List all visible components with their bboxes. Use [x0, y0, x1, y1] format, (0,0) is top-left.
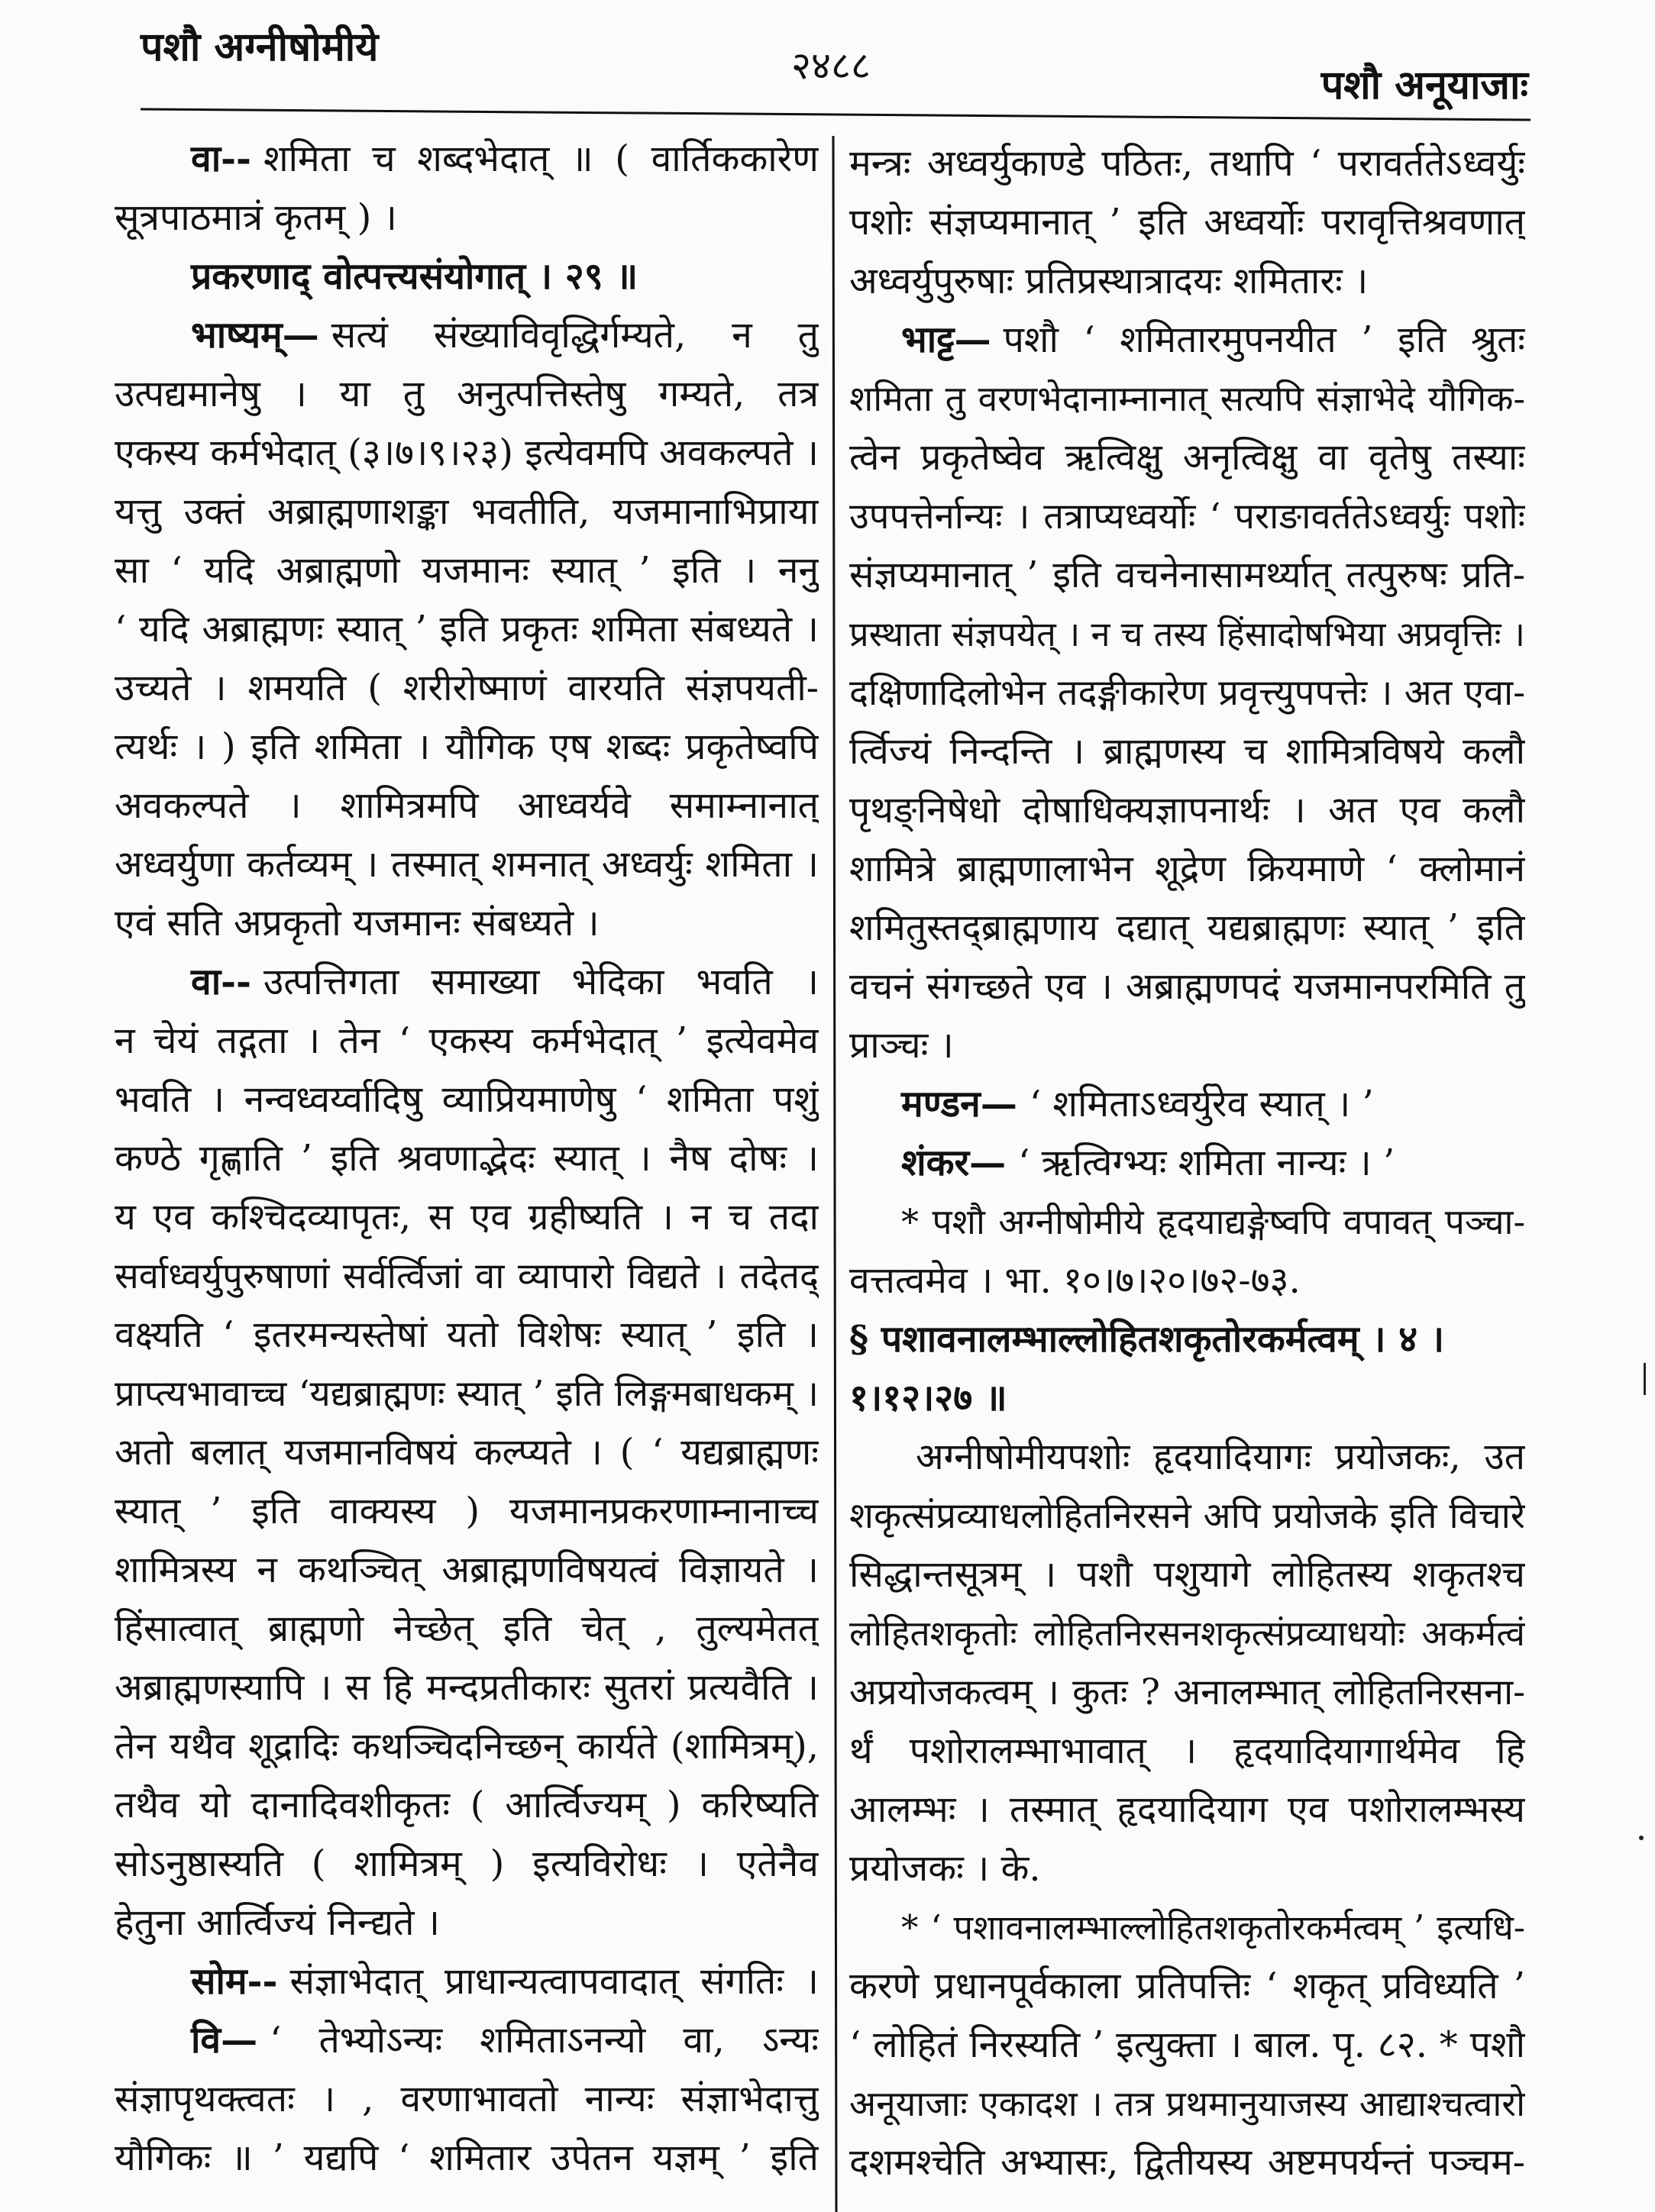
line-text: संज्ञाभेदात् प्राधान्यत्वापवादात् संगतिः । [289, 1960, 819, 2003]
left-column-line [115, 953, 819, 1012]
left-column-line: स्यात् ’ इति वाक्यस्य ) यजमानप्रकरणाम्नानाच्च [115, 1490, 819, 1532]
footnote-line: वत्तत्वमेव । भा. १०।७।२०।७२-७३. [849, 1259, 1301, 1302]
commentator-label: सोम-- [191, 1960, 278, 2003]
left-column-line: सा ‘ यदि अब्राह्मणो यजमानः स्यात् ’ इति । ननु [115, 549, 819, 592]
header-rule [141, 109, 1531, 120]
left-column-line: अध्वर्युणा कर्तव्यम् । तस्मात् शमनात् अध्वर्युः शमिता । [115, 843, 819, 886]
right-column-line: वचनं संगच्छते एव । अब्राह्मणपदं यजमानपरमिति तु [849, 965, 1525, 1008]
line-text: ‘ शमिताऽध्वर्युरेव स्यात् । ’ [1029, 1083, 1374, 1125]
left-column-line: एकस्य कर्मभेदात् (३।७।९।२३) इत्येवमपि अवकल्पते । [115, 431, 819, 474]
left-column-line: कण्ठे गृह्णाति ’ इति श्रवणाद्भेदः स्यात् । नैष दोषः । [115, 1137, 819, 1180]
left-column-line: भवति । नन्वध्वर्य्वादिषु व्याप्रियमाणेषु ‘ शमिता पशुं [115, 1078, 819, 1121]
running-head-right: पशौ अनूयाजाः [1320, 62, 1528, 108]
left-column-line: हिंसात्वात् ब्राह्मणो नेच्छेत् इति चेत् , तुल्यमेतत् [115, 1607, 819, 1650]
footnote-line: करणे प्रधानपूर्वकाला प्रतिपत्तिः ‘ शकृत् प्रविध्यति ’ [849, 1965, 1525, 2007]
right-column-line: प्रस्थाता संज्ञपयेत् । न च तस्य हिंसादोषभिया अप्रवृत्तिः । [849, 614, 1525, 654]
commentator-label: वि— [191, 2019, 258, 2062]
left-column-line: सोऽनुष्ठास्यति ( शामित्रम् ) इत्यविरोधः । एतेनैव [115, 1842, 819, 1885]
left-column-line [115, 306, 819, 365]
right-column-line: पृथङ्निषेधो दोषाधिक्यज्ञापनार्थः । अत एव कलौ [849, 789, 1525, 832]
left-column-line: सूत्रपाठमात्रं कृतम् ) । [115, 196, 397, 239]
right-column-line: मन्त्रः अध्वर्युकाण्डे पठितः, तथापि ‘ परावर्ततेऽध्वर्युः [849, 142, 1525, 185]
left-column-line [115, 1952, 819, 2011]
footnote-line: अनूयाजाः एकादश । तत्र प्रथमानुयाजस्य आद्याश्चत्वारो [849, 2083, 1525, 2124]
right-column-line: अग्नीषोमीयपशोः हृदयादियागः प्रयोजकः, उत [916, 1435, 1525, 1478]
right-column-line [849, 1075, 1525, 1134]
adhikarana-heading: § पशावनालम्भाल्लोहितशकृतोरकर्मत्वम् । ४ । [849, 1318, 1445, 1361]
left-column-line: वक्ष्यति ‘ इतरमन्यस्तेषां यतो विशेषः स्यात् ’ इति । [115, 1313, 819, 1356]
left-column-line: अब्राह्मणस्यापि । स हि मन्दप्रतीकारः सुतरां प्रत्यवैति । [115, 1666, 819, 1709]
line-text: शमिता च शब्दभेदात् ॥ ( वार्तिककारेण [263, 137, 819, 180]
left-column-line: तथैव यो दानादिवशीकृतः ( आर्त्विज्यम् ) करिष्यति [115, 1784, 819, 1826]
left-column-line: तेन यथैव शूद्रादिः कथञ्चिदनिच्छन् कार्यते (शामित्रम्), [115, 1725, 819, 1768]
footnote-line: * ‘ पशावनालम्भाल्लोहितशकृतोरकर्मत्वम् ’ इत्यधि- [901, 1907, 1525, 1948]
left-column-line: प्राप्त्यभावाच्च ‘यद्यब्राह्मणः स्यात् ’ इति लिङ्गमबाधकम् । [115, 1373, 819, 1415]
column-divider [833, 136, 836, 2212]
right-column-line: र्थं पशोरालम्भाभावात् । हृदयादियागार्थमेव हि [849, 1729, 1525, 1772]
right-column-line: शमिता तु वरणभेदानाम्नानात् सत्यपि संज्ञाभेदे यौगिक- [849, 378, 1525, 419]
commentator-label: मण्डन— [901, 1083, 1017, 1125]
right-column-line: शकृत्संप्रव्याधलोहितनिरसने अपि प्रयोजके इति विचारे [849, 1495, 1525, 1537]
commentator-label: भाष्यम्— [191, 314, 319, 357]
left-column [115, 130, 819, 2188]
right-column-line: अप्रयोजकत्वम् । कुतः ? अनालम्भात् लोहितनिरसना- [849, 1671, 1525, 1713]
footnote-line: दशमश्चेति अभ्यासः, द्वितीयस्य अष्टमपर्यन्तं पञ्चम- [849, 2141, 1525, 2184]
right-column-line [849, 311, 1525, 370]
commentator-label: शंकर— [901, 1142, 1007, 1184]
right-column-line: शामित्रे ब्राह्मणालाभेन शूद्रेण क्रियमाणे ‘ क्लोमानं [849, 848, 1525, 890]
page-number: २४८८ [791, 44, 871, 88]
left-column-line [115, 130, 819, 189]
adhikarana-reference: १।१२।२७ ॥ [849, 1377, 1007, 1419]
left-column-line: अतो बलात् यजमानविषयं कल्प्यते । ( ‘ यद्यब्राह्मणः [115, 1431, 819, 1474]
line-text: उत्पत्तिगता समाख्या भेदिका भवति । [263, 961, 819, 1003]
commentator-label: वा-- [191, 961, 251, 1003]
sutra-heading: प्रकरणाद् वोत्पत्त्यसंयोगात् । २९ ॥ [191, 255, 638, 298]
commentator-label: भाट्ट— [901, 318, 991, 361]
right-column-line: प्रयोजकः । के. [849, 1847, 1041, 1890]
right-column-line: त्वेन प्रकृतेष्वेव ऋत्विक्षु अनृत्विक्षु वा वृतेषु तस्याः [849, 436, 1525, 479]
left-column-line: ‘ यदि अब्राह्मणः स्यात् ’ इति प्रकृतः शमिता संबध्यते । [115, 608, 819, 651]
right-column-line: आलम्भः । तस्मात् हृदयादियाग एव पशोरालम्भस्य [849, 1788, 1525, 1831]
commentator-label: वा-- [191, 137, 251, 180]
right-column-line: उपपत्तेर्नान्यः । तत्राप्यध्वर्योः ‘ पराङावर्ततेऽध्वर्युः पशोः [849, 496, 1525, 538]
left-column-line: य एव कश्चिदव्यापृतः, स एव ग्रहीष्यति । न च तदा [115, 1196, 819, 1238]
left-column-line: उच्यते । शमयति ( शरीरोष्माणं वारयति संज्ञपयती- [115, 667, 819, 709]
left-column-line: अवकल्पते । शामित्रमपि आध्वर्यवे समाम्नानात् [115, 784, 819, 827]
right-column-line: पशोः संज्ञप्यमानात् ’ इति अध्वर्योः परावृत्तिश्रवणात् [849, 201, 1525, 244]
right-column-line: संज्ञप्यमानात् ’ इति वचनेनासामर्थ्यात् तत्पुरुषः प्रति- [849, 554, 1525, 596]
right-column-line: दक्षिणादिलोभेन तदङ्गीकारेण प्रवृत्त्युपपत्तेः । अत एवा- [849, 672, 1525, 714]
left-column-line: यत्तु उक्तं अब्राह्मणाशङ्का भवतीति, यजमानाभिप्राया [115, 490, 819, 533]
left-column-line: यौगिकः ॥ ’ यद्यपि ‘ शमितार उपेतन यज्ञम् ’ इति [115, 2136, 819, 2179]
line-text: पशौ ‘ शमितारमुपनयीत ’ इति श्रुतः [1003, 318, 1525, 361]
left-column-line [115, 2011, 819, 2070]
footnote-line: * पशौ अग्नीषोमीये हृदयाद्यङ्गेष्वपि वपावत् पञ्चा- [901, 1201, 1525, 1242]
right-column-line: लोहितशकृतोः लोहितनिरसनशकृत्संप्रव्याधयोः अकर्मत्वं [849, 1613, 1525, 1654]
line-text: ‘ तेभ्योऽन्यः शमिताऽनन्यो वा, ऽन्यः [270, 2019, 819, 2062]
left-column-line: त्यर्थः । ) इति शमिता । यौगिक एष शब्दः प्रकृतेष्वपि [115, 725, 819, 768]
left-column-line: न चेयं तद्गता । तेन ‘ एकस्य कर्मभेदात् ’ इत्येवमेव [115, 1019, 819, 1062]
left-column-line: सर्वाध्वर्युपुरुषाणां सर्वर्त्विजां वा व्यापारो विद्यते । तदेतद् [115, 1255, 819, 1297]
line-text: ‘ ऋत्विग्भ्यः शमिता नान्यः । ’ [1018, 1142, 1395, 1184]
right-column-line [849, 1134, 1525, 1193]
right-column-line: र्त्विज्यं निन्दन्ति । ब्राह्मणस्य च शामित्रविषये कलौ [849, 730, 1525, 773]
left-column-line: शामित्रस्य न कथञ्चित् अब्राह्मणविषयत्वं विज्ञायते । [115, 1548, 819, 1591]
right-column-line: अध्वर्युपुरुषाः प्रतिप्रस्थात्रादयः शमितारः । [849, 260, 1369, 302]
scan-mark [1639, 1836, 1644, 1840]
right-column-line: प्राञ्चः । [849, 1024, 954, 1067]
line-text: सत्यं संख्याविवृद्धिर्गम्यते, न तु [331, 314, 819, 357]
scan-mark [1644, 1363, 1646, 1395]
left-column-line: हेतुना आर्त्विज्यं निन्द्यते । [115, 1901, 440, 1944]
left-column-line: उत्पद्यमानेषु । या तु अनुत्पत्तिस्तेषु गम्यते, तत्र [115, 373, 819, 415]
right-column-line: सिद्धान्तसूत्रम् । पशौ पशुयागे लोहितस्य शकृतश्च [849, 1553, 1525, 1596]
left-column-line: संज्ञापृथक्त्वतः । , वरणाभावतो नान्यः संज्ञाभेदात्तु [115, 2078, 819, 2120]
footnote-line: ‘ लोहितं निरस्यति ’ इत्युक्ता । बाल. पृ. ८२. * पशौ [849, 2023, 1525, 2066]
right-column [849, 134, 1525, 2192]
left-column-line: एवं सति अप्रकृतो यजमानः संबध्यते । [115, 902, 600, 945]
running-head-left: पशौ अग्नीषोमीये [141, 24, 379, 70]
right-column-line: शमितुस्तद्ब्राह्मणाय दद्यात् यद्यब्राह्मणः स्यात् ’ इति [849, 906, 1525, 949]
